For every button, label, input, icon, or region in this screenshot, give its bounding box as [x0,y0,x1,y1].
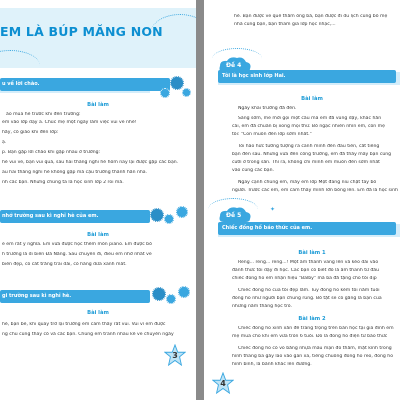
text-line: vào cùng các bạn. [232,168,274,173]
page-title: EM LÀ BÚP MĂNG NON [0,24,163,39]
text-line: đồng hồ như người bạn chung rùng. Bố tặt sẽ có gắng là bạn của [232,296,382,301]
text-line: nhà cùng bạn, bạn tham gia lớp học nhạc,... [234,22,336,27]
text-line: em vào lớp dạy a. Chúc mẹ một ngày làm việc vui vẻ nhé! [2,120,137,125]
text-line: Ngay cạnh chúng em, mấy em lớp Một đang níu chặt tay bố [238,180,377,185]
text-line: Chiếc đồng hồ có vỏ bằng nhựa màu mạn đỏ thắm, mặt kính trong [238,346,392,351]
gear-decoration [182,88,191,97]
answer-label: Bài làm [301,96,323,102]
text-line: cái, em đã chuẩn bị xong mọi thứ. Bố ngạc nhiên nhìn em, còn mẹ [232,124,385,129]
exercise-label: Đề 4 [226,62,242,69]
text-line: hè vui vẻ, bạn vui quá, sau hai tháng nghỉ hè hôm nay lại được gặp các bạn. [2,160,179,165]
page-number: 4 [220,379,226,388]
text-line: hè, bạn bè, khi quay trở lại trường em cảm thấy rất vui. Vui vì em được [2,322,166,327]
text-line: ng chủ cùng thầy cô và các bạn. Chúng em tranh nhau kể về chuyến ngày [2,332,174,337]
prompt-text: Chiếc đồng hồ báo thức của em. [222,225,313,231]
text-line: đánh thức tôi dậy đi học. Cac bạn có biết đó là âm thanh từ đâu [232,268,380,273]
prompt-text: u về lời chào. [2,81,40,87]
text-line: Reng... reng... reng...! Một âm thanh vang lên và kéo dài vào [238,260,379,265]
text-line: ào mùa hè trước khi đến trường: [6,112,81,117]
text-line: au hai tháng nghỉ hè không gặp mà cậu trường thành hẳn nha. [2,170,148,175]
gear-decoration [178,286,190,298]
answer-label: Bài làm [87,232,109,238]
gear-decoration [176,206,188,218]
text-line: Ngày khai trường đã đến. [238,106,297,111]
text-line: bạn đến sau. Nhưng vừa đến cổng trường, em đã thấy mấy bạn cùng [232,152,392,157]
text-line: những năm tháng học trò. [232,304,292,309]
text-line: Tôi háo hức tưởng tượng ra cảnh mình đến đầu tiên, cất tiếng [238,144,380,149]
text-line: h trường là di biển Đà Nẵng. Sau chuyến đi, điều em nhớ nhất về [2,252,152,257]
gear-decoration [170,76,184,90]
text-line: hình thang ba gáy lao vào gần xa, tiếng chuông đồng hồ reo, đồng hồ [232,354,394,359]
text-line: ạ. [2,140,7,145]
text-line: mẹ mua cho khi em vừa tròn 6 tuổi. Đó là đồng hồ điện tử báo thức [232,334,388,339]
answer-label: Bài làm [87,102,109,108]
page-number: 3 [172,351,178,360]
text-line: biển đẹp, có cát trắng trải dài, có hàng dừa xanh mát. [2,262,127,267]
gear-decoration [166,294,176,304]
gear-decoration [160,88,170,98]
text-line: hè. Bạn được về quê thăm ông bà, bạn được đi du lịch cùng bố mẹ [234,14,388,19]
text-line: cười ở trong sân. Thì ra, không chỉ mình em muốn đến sớm nhất [232,160,380,165]
text-line: tôi: "Con muốn đến lớp sớm nhất." [232,132,312,137]
sparkle-icon: ✦ [270,206,276,213]
gear-decoration [164,214,174,224]
text-line: hãy, cô giáo khi đến lớp: [2,130,59,135]
gear-decoration [152,287,166,301]
answer-label: Bài làm [87,310,109,316]
prompt-text: nhớ trường sau kì nghỉ hè của em. [2,213,99,219]
text-line: người. Trước các em, em cảm thấy mình lớn bổng lên. Em đã là học sinh [232,188,398,193]
gear-decoration [150,208,164,222]
text-line: Chiếc đồng hồ của tôi đẹp lắm. Tuy đồng hồ kém tôi năm tuổi [238,288,380,293]
answer-label: Bài làm 1 [298,250,326,256]
prompt-text: gi trường sau kì nghỉ hè. [2,293,72,299]
left-page [0,0,196,400]
text-line: chiếc đồng hồ em nhận hiệu "Balby" mà ba đã tặng cho tôi dịp [232,276,377,281]
prompt-text: Tôi là học sinh lớp Hai. [222,73,286,79]
answer-label: Bài làm 2 [298,316,326,322]
text-line: p. Bạn gặp lời chào khi gặp nhau ở trường: [2,150,101,155]
text-line: nh các bạn. Nhưng chúng ta là học sinh lớp 2 rồi mà. [2,180,124,185]
right-page [204,0,400,400]
text-line: Sáng sớm, me mới gọi một câu mà em đã vùng dậy, khác hẳn [238,116,382,121]
exercise-label: Đề 5 [226,212,242,219]
text-line: ẻ em rất ý nghĩa. Em vừa được học thêm môn piano. Em được bố [2,242,152,247]
text-line: hình bình, là bành khác lên đường. [232,362,312,367]
text-line: Chiếc đồng hồ xinh xắn để trang trọng trên bàn học tại gia đình em [238,326,394,331]
